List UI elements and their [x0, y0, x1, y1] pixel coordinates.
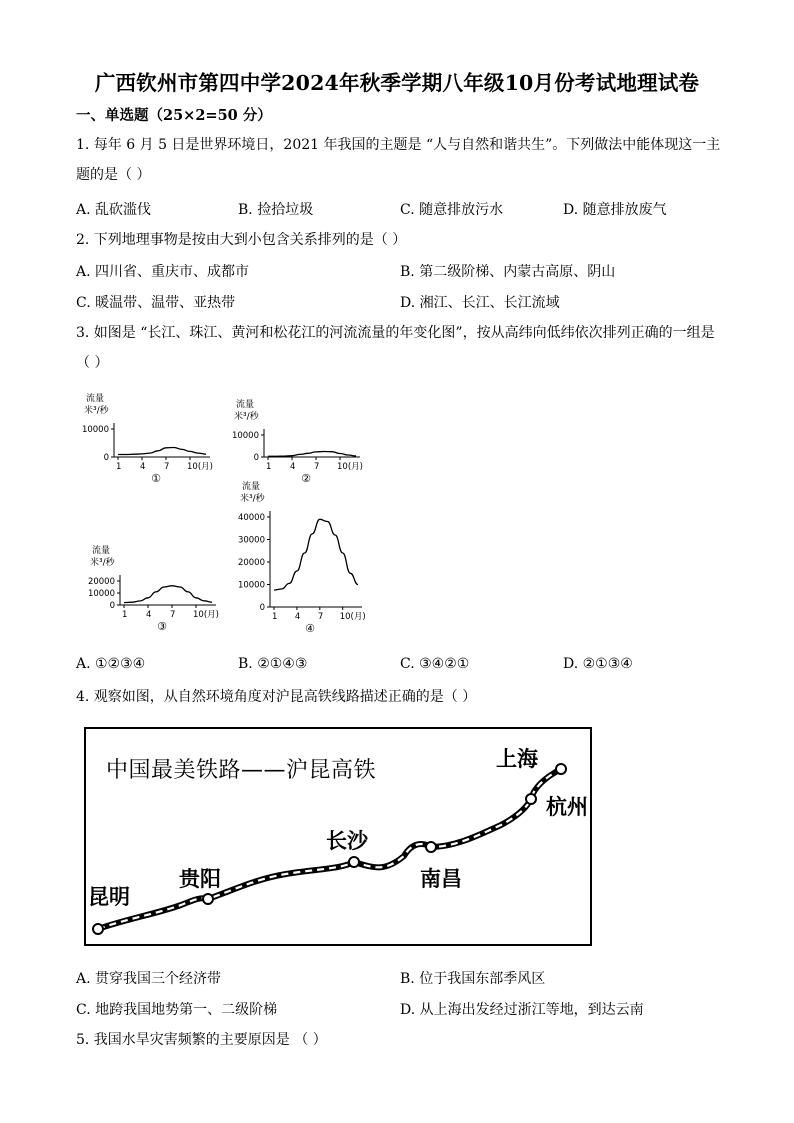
exam-title: 广西钦州市第四中学2024年秋季学期八年级10月份考试地理试卷 — [94, 71, 700, 95]
question-3 — [76, 322, 736, 374]
chart-2-xtick-label: 10(月) — [337, 462, 363, 472]
chart-3-ytick-label: 0 — [109, 601, 115, 611]
river-flow-charts — [0, 385, 420, 645]
q1-option-d[interactable]: D. 随意排放废气 — [563, 202, 667, 218]
q4-option-b[interactable]: B. 位于我国东部季风区 — [400, 971, 546, 987]
chart-3-label: ③ — [157, 620, 167, 633]
chart-3-xtick-label: 7 — [170, 610, 176, 620]
station-guiyang — [203, 894, 213, 904]
chart-1-ytick-label: 10000 — [81, 425, 109, 435]
chart-4-ytick-label: 20000 — [237, 558, 265, 568]
city-label-hangzhou: 杭州 — [546, 795, 588, 819]
question-5-stem: 5. 我国水旱灾害频繁的主要原因是 （ ） — [76, 1032, 327, 1048]
chart-3-ylabel-line2: 米³/秒 — [90, 558, 115, 568]
chart-2-label: ② — [301, 472, 311, 485]
chart-4-ytick-label: 40000 — [237, 513, 265, 523]
q1-option-b[interactable]: B. 捡拾垃圾 — [238, 202, 314, 218]
chart-1-ylabel-line1: 流量 — [86, 394, 105, 404]
city-label-shanghai: 上海 — [496, 747, 538, 771]
chart-3-ytick-label: 10000 — [87, 589, 115, 599]
question-4-stem: 4. 观察如图，从自然环境角度对沪昆高铁线路描述正确的是（ ） — [76, 689, 477, 705]
city-label-kunming: 昆明 — [88, 885, 130, 909]
chart-2-xtick-label: 1 — [266, 462, 272, 472]
chart-1-ylabel-line2: 米³/秒 — [84, 406, 109, 416]
chart-3-xtick-label: 4 — [146, 610, 152, 620]
chart-4-ylabel-line2: 米³/秒 — [240, 494, 265, 504]
chart-1-xtick-label: 10(月) — [187, 462, 213, 472]
chart-1-ytick-label: 0 — [103, 453, 109, 463]
chart-4-ytick-label: 30000 — [237, 535, 265, 546]
chart-2-ylabel-line1: 流量 — [236, 400, 255, 410]
q4-option-d[interactable]: D. 从上海出发经过浙江等地，到达云南 — [400, 1002, 644, 1018]
chart-4-ylabel-line1: 流量 — [242, 482, 261, 492]
city-label-changsha: 长沙 — [326, 829, 368, 853]
q2-option-d[interactable]: D. 湘江、长江、长江流域 — [400, 295, 560, 311]
chart-2-xtick-label: 4 — [290, 462, 296, 472]
chart-3-series-line — [124, 586, 212, 603]
chart-4-ytick-label: 0 — [259, 603, 265, 613]
q3-option-a[interactable]: A. ①②③④ — [76, 656, 146, 672]
q2-option-c[interactable]: C. 暖温带、温带、亚热带 — [76, 295, 236, 311]
chart-4-xtick-label: 4 — [294, 612, 301, 622]
chart-1-series-line — [118, 448, 206, 455]
q2-option-b[interactable]: B. 第二级阶梯、内蒙古高原、阴山 — [400, 264, 616, 280]
city-label-guiyang: 贵阳 — [179, 867, 221, 891]
q4-option-a[interactable]: A. 贯穿我国三个经济带 — [76, 971, 222, 987]
map-title: 中国最美铁路——沪昆高铁 — [106, 758, 377, 783]
chart-3-xtick-label: 10(月) — [193, 610, 219, 620]
station-hangzhou — [526, 794, 536, 804]
chart-4-xtick-label: 10(月) — [339, 612, 366, 622]
section-heading: 一、单选题（25×2=50 分） — [76, 107, 272, 124]
station-changsha — [349, 857, 359, 867]
q1-option-c[interactable]: C. 随意排放污水 — [400, 202, 504, 218]
q1-option-a[interactable]: A. 乱砍滥伐 — [76, 202, 152, 218]
chart-1-xtick-label: 1 — [116, 462, 122, 472]
question-1 — [76, 134, 726, 186]
station-kunming — [93, 924, 103, 934]
chart-2-xtick-label: 7 — [314, 462, 320, 472]
station-nanchang — [426, 842, 436, 852]
chart-2-series-line — [268, 452, 356, 457]
question-1-stem-line2: 题的是（ ） — [76, 167, 151, 183]
chart-2-ytick-label: 0 — [253, 453, 259, 463]
question-3-stem-line2: （ ） — [76, 355, 109, 371]
station-shanghai — [556, 764, 566, 774]
chart-1-xtick-label: 4 — [140, 462, 146, 472]
city-label-nanchang: 南昌 — [420, 867, 462, 891]
chart-4-label: ④ — [305, 622, 315, 635]
question-2-stem: 2. 下列地理事物是按由大到小包含关系排列的是（ ） — [76, 232, 407, 248]
chart-3-ytick-label: 20000 — [87, 577, 115, 587]
chart-1-xtick-label: 7 — [164, 462, 170, 472]
chart-4-series-line — [274, 519, 358, 590]
chart-4-xtick-label: 1 — [272, 612, 278, 622]
chart-3-ylabel-line1: 流量 — [92, 546, 111, 556]
chart-4-xtick-label: 7 — [317, 612, 324, 622]
chart-3-xtick-label: 1 — [122, 610, 128, 620]
question-1-stem-line1: 1. 每年 6 月 5 日是世界环境日，2021 年我国的主题是 “人与自然和谐共生”。下列做法中能体现这一主 — [76, 137, 721, 153]
q3-option-d[interactable]: D. ②①③④ — [563, 656, 633, 672]
chart-2-ytick-label: 10000 — [231, 431, 259, 441]
chart-4-ytick-label: 10000 — [237, 580, 265, 591]
q4-option-c[interactable]: C. 地跨我国地势第一、二级阶梯 — [76, 1002, 278, 1018]
q2-option-a[interactable]: A. 四川省、重庆市、成都市 — [76, 264, 250, 280]
chart-1-label: ① — [151, 472, 161, 485]
chart-2-ylabel-line2: 米³/秒 — [234, 412, 259, 422]
q3-option-c[interactable]: C. ③④②① — [400, 656, 470, 672]
q3-option-b[interactable]: B. ②①④③ — [238, 656, 308, 672]
railway-map — [84, 727, 592, 946]
question-3-stem-line1: 3. 如图是 “长江、珠江、黄河和松花江的河流流量的年变化图”，按从高纬向低纬依次排列正确的一组是 — [76, 325, 715, 341]
